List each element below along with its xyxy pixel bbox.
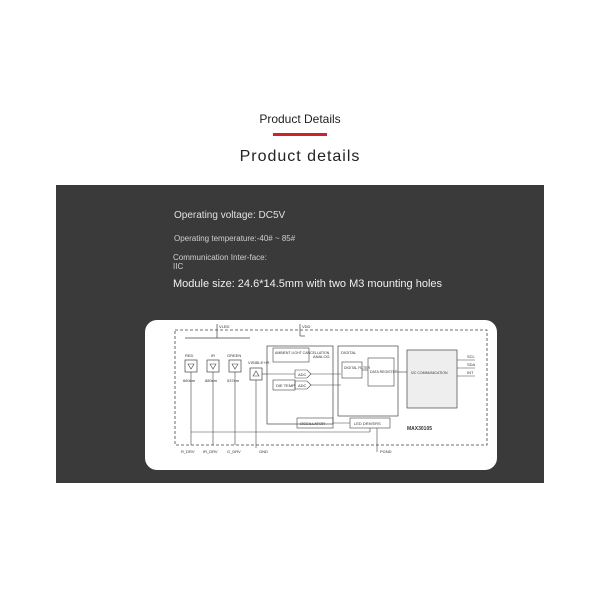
data-register-label: DATA REGISTER bbox=[370, 370, 398, 374]
sda-label: SDA bbox=[467, 362, 476, 367]
vled-label: VLED bbox=[219, 324, 230, 329]
led-ir-wavelength: 880nm bbox=[205, 378, 218, 383]
gnd-label: GND bbox=[259, 449, 268, 454]
int-label: INT bbox=[467, 370, 474, 375]
spec-operating-temperature: Operating temperature:-40# ~ 85# bbox=[174, 234, 296, 243]
led-green bbox=[227, 353, 241, 454]
led-ir-name: IR bbox=[211, 353, 215, 358]
spec-communication-interface: Communication Inter-face: IIC bbox=[173, 253, 267, 271]
i2c-label: I2C COMMUNICATION bbox=[411, 371, 448, 375]
block-diagram-card bbox=[145, 320, 497, 470]
ambient-light-label: AMBIENT LIGHT CANCELLATION bbox=[275, 351, 330, 355]
adc-1-label: ADC bbox=[298, 372, 307, 377]
spec-operating-voltage: Operating voltage: DC5V bbox=[174, 210, 286, 221]
spec-module-size: Module size: 24.6*14.5mm with two M3 mounting holes bbox=[173, 278, 443, 290]
section-title: Product details bbox=[239, 148, 361, 165]
photodiode bbox=[250, 368, 262, 380]
digital-filter-label: DIGITAL FILTER bbox=[344, 366, 370, 370]
oscillator-label: OSCILLATOR bbox=[300, 421, 325, 426]
led-ir bbox=[203, 353, 219, 454]
i2c-block bbox=[407, 350, 457, 408]
led-red bbox=[181, 353, 197, 454]
header-accent-bar bbox=[273, 133, 327, 136]
led-red-wavelength: 660nm bbox=[183, 378, 196, 383]
pin-g-drv: G_DRV bbox=[227, 449, 241, 454]
visible-ir-label: VISIBLE+IR bbox=[248, 360, 270, 365]
pin-ir-drv: IR_DRV bbox=[203, 449, 218, 454]
led-green-name: GREEN bbox=[227, 353, 242, 358]
digital-filter-block bbox=[342, 362, 362, 378]
led-red-name: RED bbox=[185, 353, 194, 358]
page-header-title: Product Details bbox=[259, 112, 341, 126]
block-diagram bbox=[145, 320, 497, 470]
pgnd-label: PGND bbox=[380, 449, 392, 454]
digital-label: DIGITAL bbox=[341, 350, 357, 355]
vdd-label: VDD bbox=[302, 324, 311, 329]
analog-label: ANALOG bbox=[313, 354, 330, 359]
scl-label: SCL bbox=[467, 354, 475, 359]
chip-name: MAX30105 bbox=[407, 426, 433, 432]
pin-r-drv: R_DRV bbox=[181, 449, 195, 454]
die-temp-label: DIE TEMP bbox=[276, 383, 295, 388]
adc-2-label: ADC bbox=[298, 383, 307, 388]
led-green-wavelength: 537nm bbox=[227, 378, 240, 383]
led-drivers-label: LED DRIVERS bbox=[354, 421, 381, 426]
